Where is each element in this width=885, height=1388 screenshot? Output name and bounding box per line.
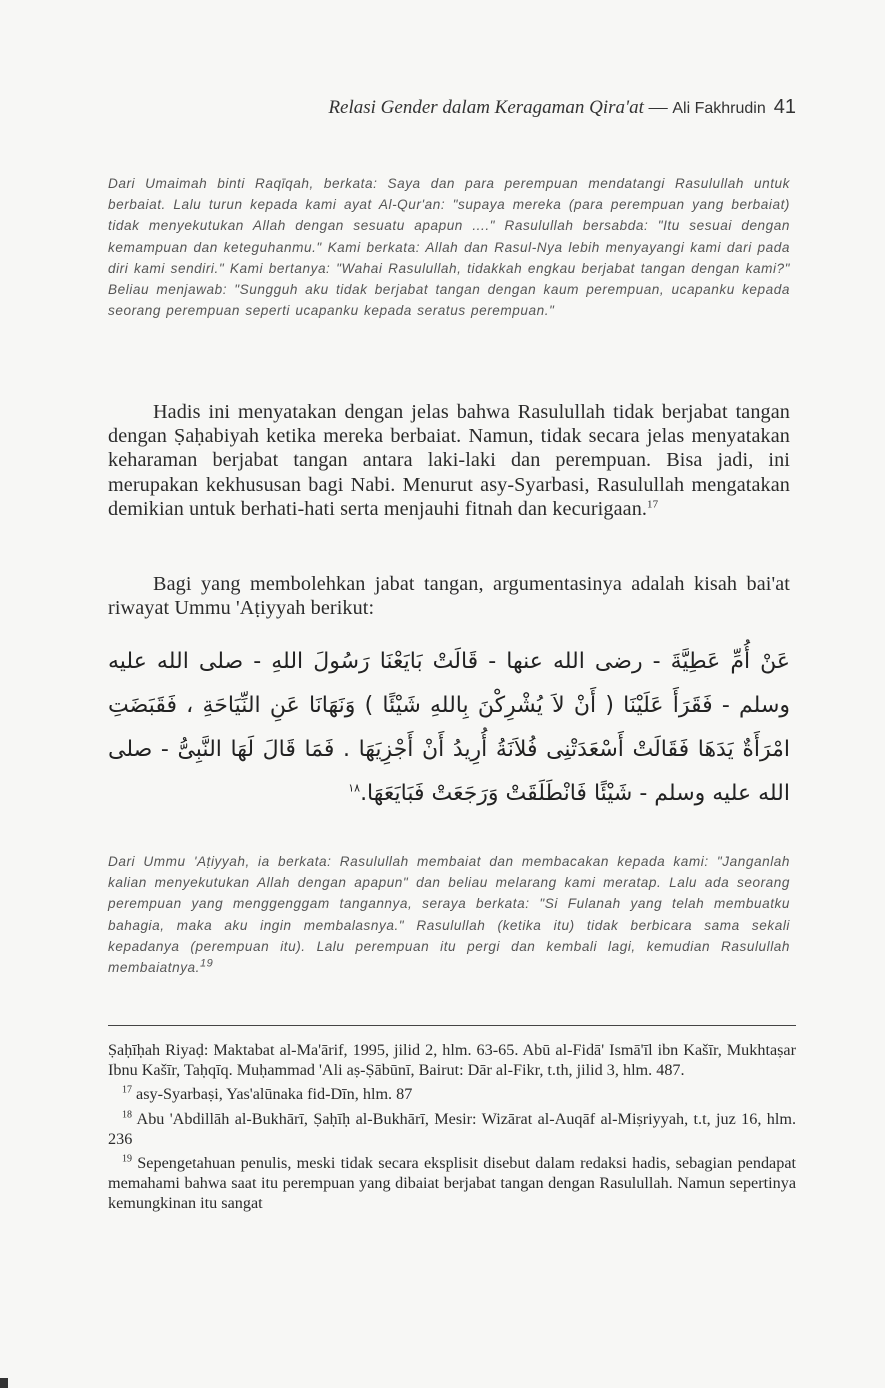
hadith-translation-umaimah: Dari Umaimah binti Raqīqah, berkata: Saya dan para perempuan mendatangi Rasulullah untuk berbaiat. Lalu turun kepada kami ayat Al-Qur'an: "supaya mereka (para perempuan yang berbaiat) tidak menyekutukan Allah dengan sesuatu apapun ...." Rasulullah bersabda: "Itu sesuai dengan kemampuan dan keteguhanmu." Kami berkata: Allah dan Rasul-Nya lebih menyayangi kami dari pada diri kami sendiri." Kami bertanya: "Wahai Rasulullah, tidakkah engkau berjabat tangan dengan kami?" Beliau menjawab: "Sungguh aku tidak berjabat tangan dengan kaum perempuan, ucapanku kepada seorang perempuan seperti ucapanku kepada seratus perempuan." bbox=[108, 176, 790, 319]
arabic-hadith-text bbox=[108, 640, 790, 816]
arabic-text: عَنْ أُمِّ عَطِيَّةَ - رضى الله عنها - قَالَتْ بَايَعْنَا رَسُولَ اللهِ - صلى الله عليه وسلم - فَقَرَأَ عَلَيْنَا ( أَنْ لاَ يُشْرِكْنَ بِاللهِ شَيْئًا ) وَنَهَانَا عَنِ النِّيَاحَةِ ، فَقَبَضَتِ امْرَأَةٌ يَدَهَا فَقَالَتْ أَسْعَدَتْنِى فُلاَنَةُ أُرِيدُ أَنْ أَجْزِيَهَا . فَمَا قَالَ لَهَا النَّبِىُّ - صلى الله عليه وسلم - شَيْئًا فَانْطَلَقَتْ وَرَجَعَتْ فَبَايَعَهَا. bbox=[108, 649, 790, 806]
hadith-translation-ummu-atiyyah bbox=[108, 851, 790, 978]
paragraph-hadith-analysis bbox=[108, 400, 790, 521]
footnote-number: 18 bbox=[122, 1109, 132, 1121]
footnote-divider bbox=[108, 1025, 796, 1026]
footnote-number: 19 bbox=[122, 1153, 132, 1165]
paragraph-text: Hadis ini menyatakan dengan jelas bahwa Rasulullah tidak berjabat tangan dengan Ṣaḥabiyah ketika mereka berbaiat. Namun, tidak secara jelas menyatakan keharaman berjabat tangan antara laki-laki dan perempuan. Bisa jadi, ini merupakan kekhususan bagi Nabi. Menurut asy-Syarbasi, Rasulullah mengatakan demikian untuk berhati-hati serta menjauhi fitnah dan kecurigaan. bbox=[108, 401, 790, 520]
page-number: 41 bbox=[773, 96, 796, 118]
footnote-continuation: Ṣaḥīḥah Riyaḍ: Maktabat al-Ma'ārif, 1995, jilid 2, hlm. 63-65. Abū al-Fidā' Ismā'īl ibn Kašīr, Mukhtaṣar Ibnu Kašīr, Taḥqīq. Muḥammad 'Ali aṣ-Ṣābūnī, Bairut: Dār al-Fikr, t.th, jilid 3, hlm. 487. bbox=[108, 1041, 796, 1080]
footnote-17 bbox=[108, 1084, 796, 1104]
scan-edge-mark bbox=[0, 1378, 8, 1388]
running-header bbox=[108, 96, 796, 119]
footnote-ref-19: 19 bbox=[199, 957, 214, 970]
arabic-footnote-ref-18: ١٨ bbox=[348, 781, 361, 795]
footnote-18 bbox=[108, 1109, 796, 1149]
header-author: Ali Fakhrudin bbox=[672, 100, 766, 117]
paragraph-handshake-argument: Bagi yang membolehkan jabat tangan, argumentasinya adalah kisah bai'at riwayat Ummu 'Aṭiyyah berikut: bbox=[108, 573, 790, 620]
footnote-text: Abu 'Abdillāh al-Bukhārī, Ṣaḥīḥ al-Bukhārī, Mesir: Wizārat al-Auqāf al-Miṣriyyah, t.t, juz 16, hlm. 236 bbox=[108, 1109, 797, 1148]
footnote-19 bbox=[108, 1153, 796, 1214]
header-title: Relasi Gender dalam Keragaman Qira'at bbox=[328, 97, 644, 118]
footnote-ref-17: 17 bbox=[647, 498, 659, 511]
translation-text: Dari Ummu 'Aṭiyyah, ia berkata: Rasulullah membaiat dan membacakan kepada kami: "Janganlah kalian menyekutukan Allah dengan apapun" dan beliau melarang kami meratap. Lalu ada seorang perempuan yang menggenggam tangannya, seraya berkata: "Si Fulanah yang telah membuatku bahagia, maka aku ingin membalasnya." Rasulullah (ketika itu) tidak berbicara sama sekali kepadanya (perempuan itu). Lalu perempuan itu pergi dan kembali lagi, kemudian Rasulullah membaiatnya. bbox=[108, 854, 790, 976]
footnote-text: Sepengetahuan penulis, meski tidak secara eksplisit disebut dalam redaksi hadis, sebagian pendapat memahami bahwa saat itu perempuan yang dibaiat berjabat tangan dengan Rasulullah. Namun sepertinya kemungkinan itu sangat bbox=[108, 1154, 796, 1213]
footnote-text: asy-Syarbaṣi, Yas'alūnaka fid-Dīn, hlm. 87 bbox=[136, 1085, 413, 1104]
header-separator: — bbox=[643, 97, 673, 118]
footnotes bbox=[108, 1040, 796, 1214]
footnote-number: 17 bbox=[122, 1085, 132, 1097]
